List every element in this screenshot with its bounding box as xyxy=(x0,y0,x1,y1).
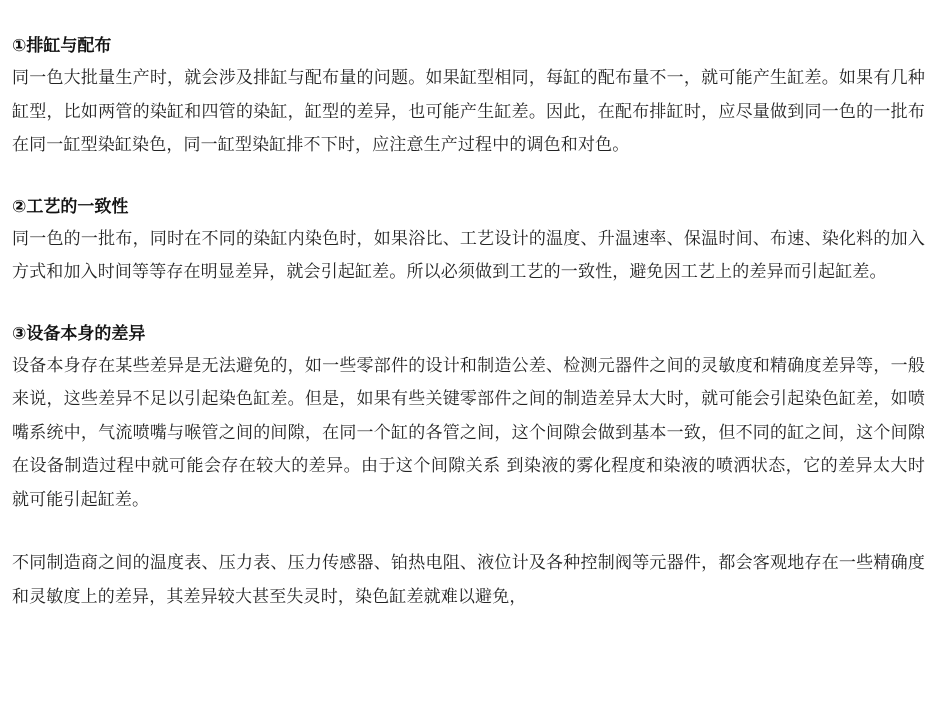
section-heading: ③设备本身的差异 xyxy=(12,323,146,344)
section-paragraph: 不同制造商之间的温度表、压力表、压力传感器、铂热电阻、液位计及各种控制阀等元器件，都会客观地存在一些精确度和灵敏度上的差异，其差异较大甚至失灵时，染色缸差就难以避免， xyxy=(12,553,925,607)
section-dyeing-vat-arrangement xyxy=(12,32,925,163)
section-heading: ①排缸与配布 xyxy=(12,36,112,56)
section-spacer xyxy=(12,290,925,320)
section-process-consistency xyxy=(12,193,925,290)
section-equipment-differences xyxy=(12,320,925,518)
section-heading: ②工艺的一致性 xyxy=(12,196,129,217)
section-paragraph: 设备本身存在某些差异是无法避免的，如一些零部件的设计和制造公差、检测元器件之间的灵敏度和精确度差异等，一般来说，这些差异不足以引起染色缸差。但是，如果有些关键零部件之间的制造差异太大时，就可能会引起染色缸差，如喷嘴系统中，气流喷嘴与喉管之间的间隙，在同一个缸的各管之间，这个间隙会做到基本一致，但不同的缸之间，这个间隙在设备制造过程中就可能会存在较大的差异。由于这个间隙关系 到染液的雾化程度和染液的喷洒状态，它的差异太大时就可能引起缸差。 xyxy=(12,355,925,510)
section-spacer xyxy=(12,163,925,193)
section-instrument-differences xyxy=(12,547,925,614)
section-spacer xyxy=(12,517,925,547)
section-paragraph: 同一色大批量生产时，就会涉及排缸与配布量的问题。如果缸型相同，每缸的配布量不一，就可能产生缸差。如果有几种缸型，比如两管的染缸和四管的染缸，缸型的差异，也可能产生缸差。因此，在配布排缸时，应尽量做到同一色的一批布在同一缸型染缸染色，同一缸型染缸排不下时，应注意生产过程中的调色和对色。 xyxy=(12,68,925,155)
section-paragraph: 同一色的一批布，同时在不同的染缸内染色时，如果浴比、工艺设计的温度、升温速率、保温时间、布速、染化料的加入方式和加入时间等等存在明显差异，就会引起缸差。所以必须做到工艺的一致性，避免因工艺上的差异而引起缸差。 xyxy=(12,228,925,282)
